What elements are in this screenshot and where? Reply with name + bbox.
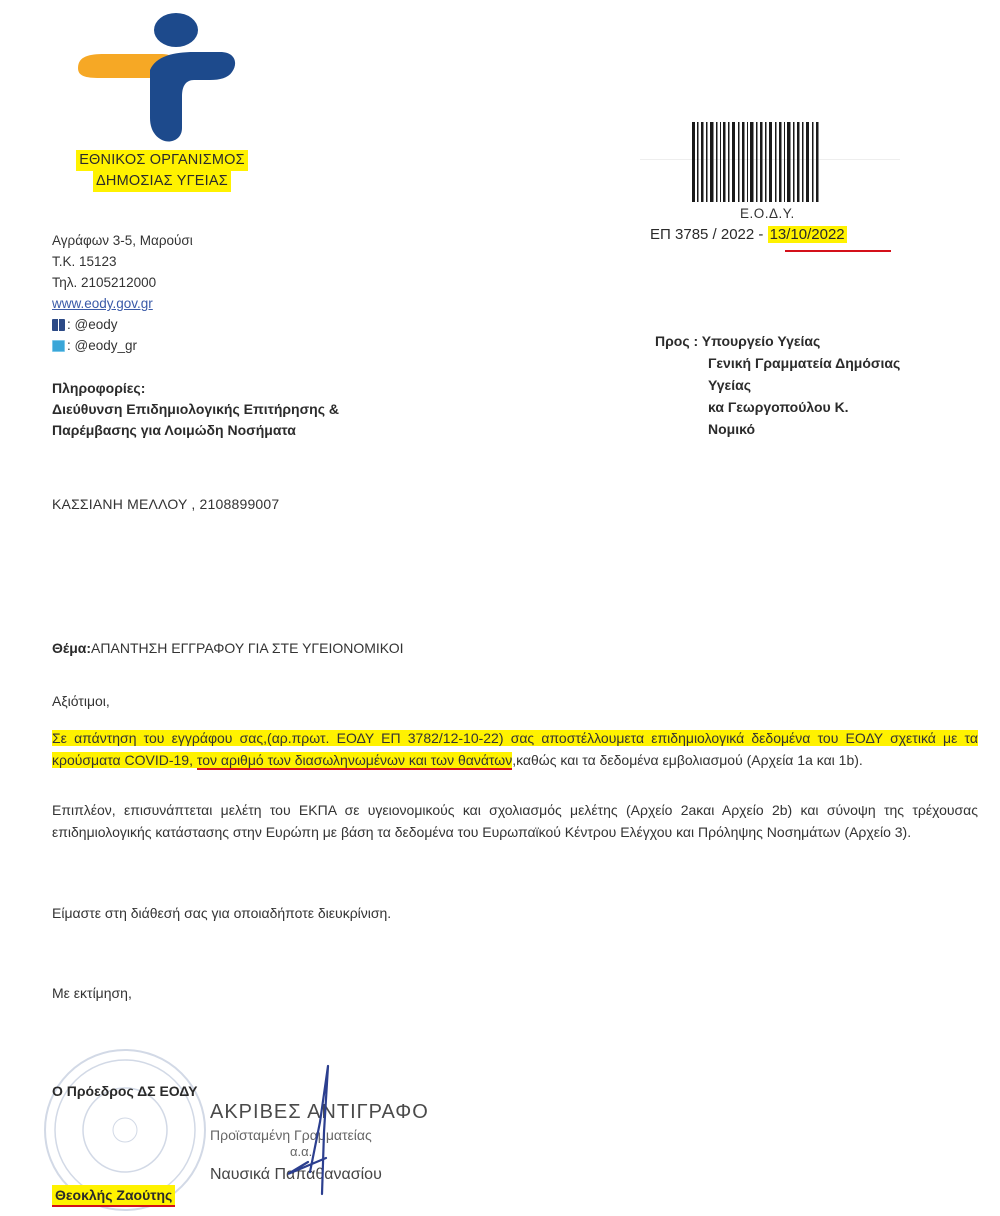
recipient-prefix: Προς :	[655, 333, 702, 349]
department-line2: Παρέμβασης για Λοιμώδη Νοσήματα	[52, 422, 296, 438]
salutation: Αξιότιμοι,	[52, 693, 110, 709]
president-name-text: Θεοκλής Ζαούτης	[52, 1185, 175, 1207]
certified-copy-title: ΑΚΡΙΒΕΣ ΑΝΤΙΓΡΑΦΟ	[210, 1101, 429, 1123]
protocol-prefix: ΕΠ 3785 / 2022 -	[650, 226, 768, 243]
availability-line: Είμαστε στη διάθεσή σας για οποιαδήποτε διευκρίνιση.	[52, 905, 392, 921]
president-title: Ο Πρόεδρος ΔΣ ΕΟΔΥ	[52, 1083, 198, 1099]
facebook-icon	[52, 319, 65, 331]
eody-logo-icon	[70, 8, 240, 143]
protocol-date: 13/10/2022	[769, 226, 845, 243]
organization-name	[64, 150, 260, 192]
body-paragraph-1	[52, 728, 978, 771]
para1-rest: ,καθώς και τα δεδομένα εμβολιασμού (Αρχεία 1a και 1b).	[512, 751, 863, 768]
date-underline	[785, 250, 891, 252]
twitter-icon	[52, 340, 65, 352]
regards: Με εκτίμηση,	[52, 985, 132, 1001]
twitter-handle: : @eody_gr	[67, 338, 137, 353]
address: Αγράφων 3-5, Μαρούσι	[52, 233, 193, 248]
protocol-number	[650, 226, 847, 243]
subject-text: ΑΠΑΝΤΗΣΗ ΕΓΓΡΑΦΟΥ ΓΙΑ ΣΤΕ ΥΓΕΙΟΝΟΜΙΚΟΙ	[91, 640, 404, 656]
info-label: Πληροφορίες:	[52, 380, 146, 396]
contact-block	[52, 230, 193, 356]
recipient-line2: Γενική Γραμματεία Δημόσιας	[708, 355, 901, 371]
president-name	[52, 1185, 175, 1207]
recipient-block	[655, 330, 900, 440]
org-name-line1: ΕΘΝΙΚΟΣ ΟΡΓΑΝΙΣΜΟΣ	[76, 150, 248, 171]
body-paragraph-2: Επιπλέον, επισυνάπτεται μελέτη του ΕΚΠΑ σε υγειονομικούς και σχολιασμός μελέτης (Αρχείο 2aκαι Αρχείο 2b) και σύνοψη της τρέχουσας επιδημιολογικής κατάστασης στην Ευρώπη με βάση τα δεδομένα του Ευρωπαϊκού Κέντρου Ελέγχου και Πρόληψης Νοσημάτων (Αρχείο 3).	[52, 802, 978, 840]
barcode-icon	[690, 122, 820, 202]
handwritten-signature-icon	[280, 1062, 350, 1202]
website-link[interactable]: www.eody.gov.gr	[52, 296, 153, 311]
phone: Τηλ. 2105212000	[52, 275, 157, 290]
facebook-row	[52, 314, 193, 335]
postal-code: Τ.Κ. 15123	[52, 254, 117, 269]
subject-line	[52, 640, 403, 656]
department-line1: Διεύθυνση Επιδημιολογικής Επιτήρησης &	[52, 401, 339, 417]
para1-highlighted: Σε απάντηση του εγγράφου σας,(αρ.πρωτ. ΕΟΔΥ ΕΠ 3782/12-10-22) σας αποστέλλουμετα επιδημιολογικά δεδομένα του ΕΟΔΥ σχετικά με τα κρούσματα COVID-19,	[52, 730, 978, 768]
recipient-line1: Υπουργείο Υγείας	[701, 333, 821, 349]
para1-underlined: τον αριθμό των διασωληνωμένων και των θανάτων	[196, 751, 513, 768]
facebook-handle: : @eody	[67, 317, 118, 332]
info-block	[52, 378, 339, 441]
certified-copy-role: Προϊσταμένη Γραμματείας	[210, 1127, 372, 1143]
recipient-line5: Νομικό	[708, 421, 756, 437]
certified-copy-pa: α.α.	[290, 1144, 313, 1159]
certified-copy-name: Ναυσικά Παπαθανασίου	[210, 1166, 382, 1183]
twitter-row	[52, 335, 193, 356]
org-name-line2: ΔΗΜΟΣΙΑΣ ΥΓΕΙΑΣ	[93, 171, 231, 192]
recipient-line3: Υγείας	[708, 377, 751, 393]
subject-label: Θέμα:	[52, 640, 92, 656]
recipient-line4: κα Γεωργοπούλου Κ.	[708, 399, 849, 415]
contact-person: ΚΑΣΣΙΑΝΗ ΜΕΛΛΟΥ , 2108899007	[52, 496, 280, 512]
barcode-label: Ε.Ο.Δ.Υ.	[740, 206, 795, 221]
